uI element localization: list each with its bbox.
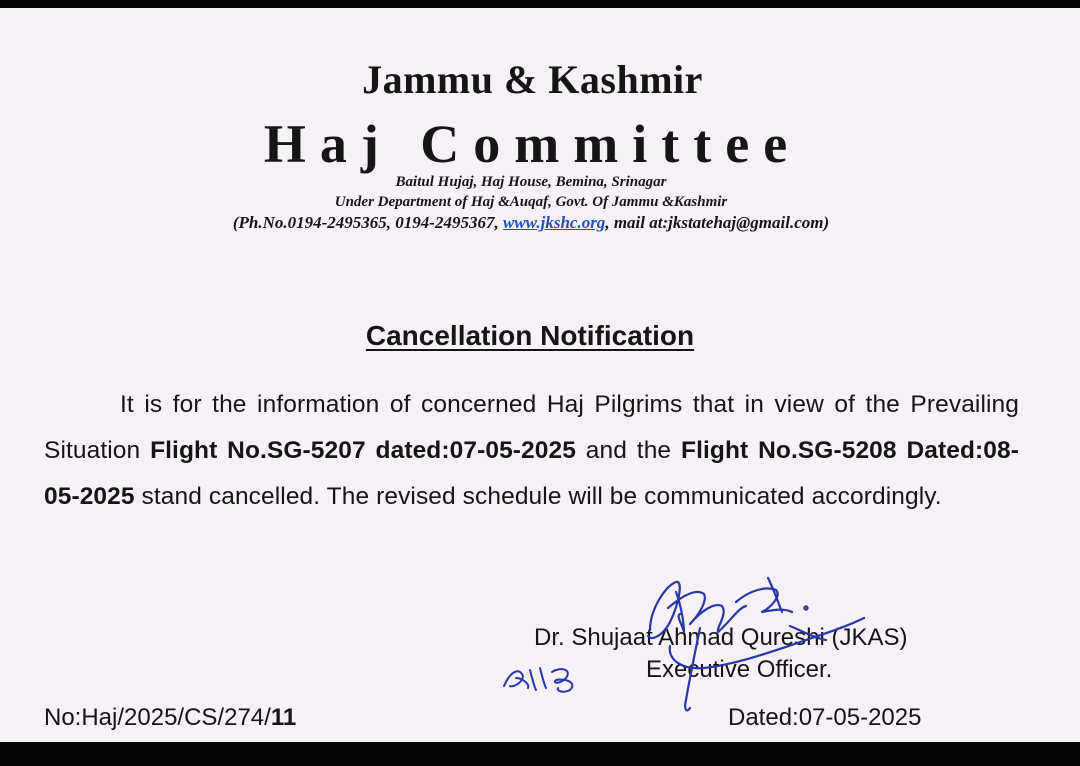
issue-date: Dated:07-05-2025 (728, 704, 922, 731)
notice-closing: stand cancelled. The revised schedule will be communicated accordingly. (134, 483, 942, 510)
letterhead-state: Jammu & Kashmir (362, 57, 703, 102)
signatory-designation: Executive Officer. (646, 656, 833, 683)
reference-number (44, 704, 296, 732)
flight-1-detail: Flight No.SG-5207 dated:07-05-2025 (150, 437, 576, 464)
handwritten-initial (500, 658, 590, 698)
signatory-name: Dr. Shujaat Ahmad Qureshi (JKAS) (534, 624, 908, 651)
notice-body (44, 382, 1019, 520)
notice-title: Cancellation Notification (365, 320, 695, 351)
bottom-border-band (0, 742, 1080, 766)
contact-email: , mail at:jkstatehaj@gmail.com) (605, 213, 830, 232)
notification-document (0, 8, 1080, 742)
letterhead-contact (0, 213, 1062, 233)
website-link[interactable]: www.jkshc.org (502, 213, 606, 232)
contact-phones: (Ph.No.0194-2495365, 0194-2495367, (232, 213, 503, 232)
notice-connector: and the (575, 437, 681, 464)
reference-suffix: 11 (270, 704, 297, 731)
notice-intro: It is for the information of concerned Haj Pilgrims that in view of the Prevailing Situation (44, 391, 1019, 464)
reference-prefix: No:Haj/2025/CS/274/ (44, 704, 271, 731)
letterhead-committee: Haj Committee (263, 114, 802, 174)
top-border-band (0, 0, 1080, 8)
letterhead-address: Baitul Hujaj, Haj House, Bemina, Srinagar (395, 174, 667, 190)
letterhead-department: Under Department of Haj &Auqaf, Govt. Of Jammu &Kashmir (334, 194, 728, 210)
flight-2-detail: Flight No.SG-5208 Dated:08-05-2025 (44, 437, 1019, 510)
